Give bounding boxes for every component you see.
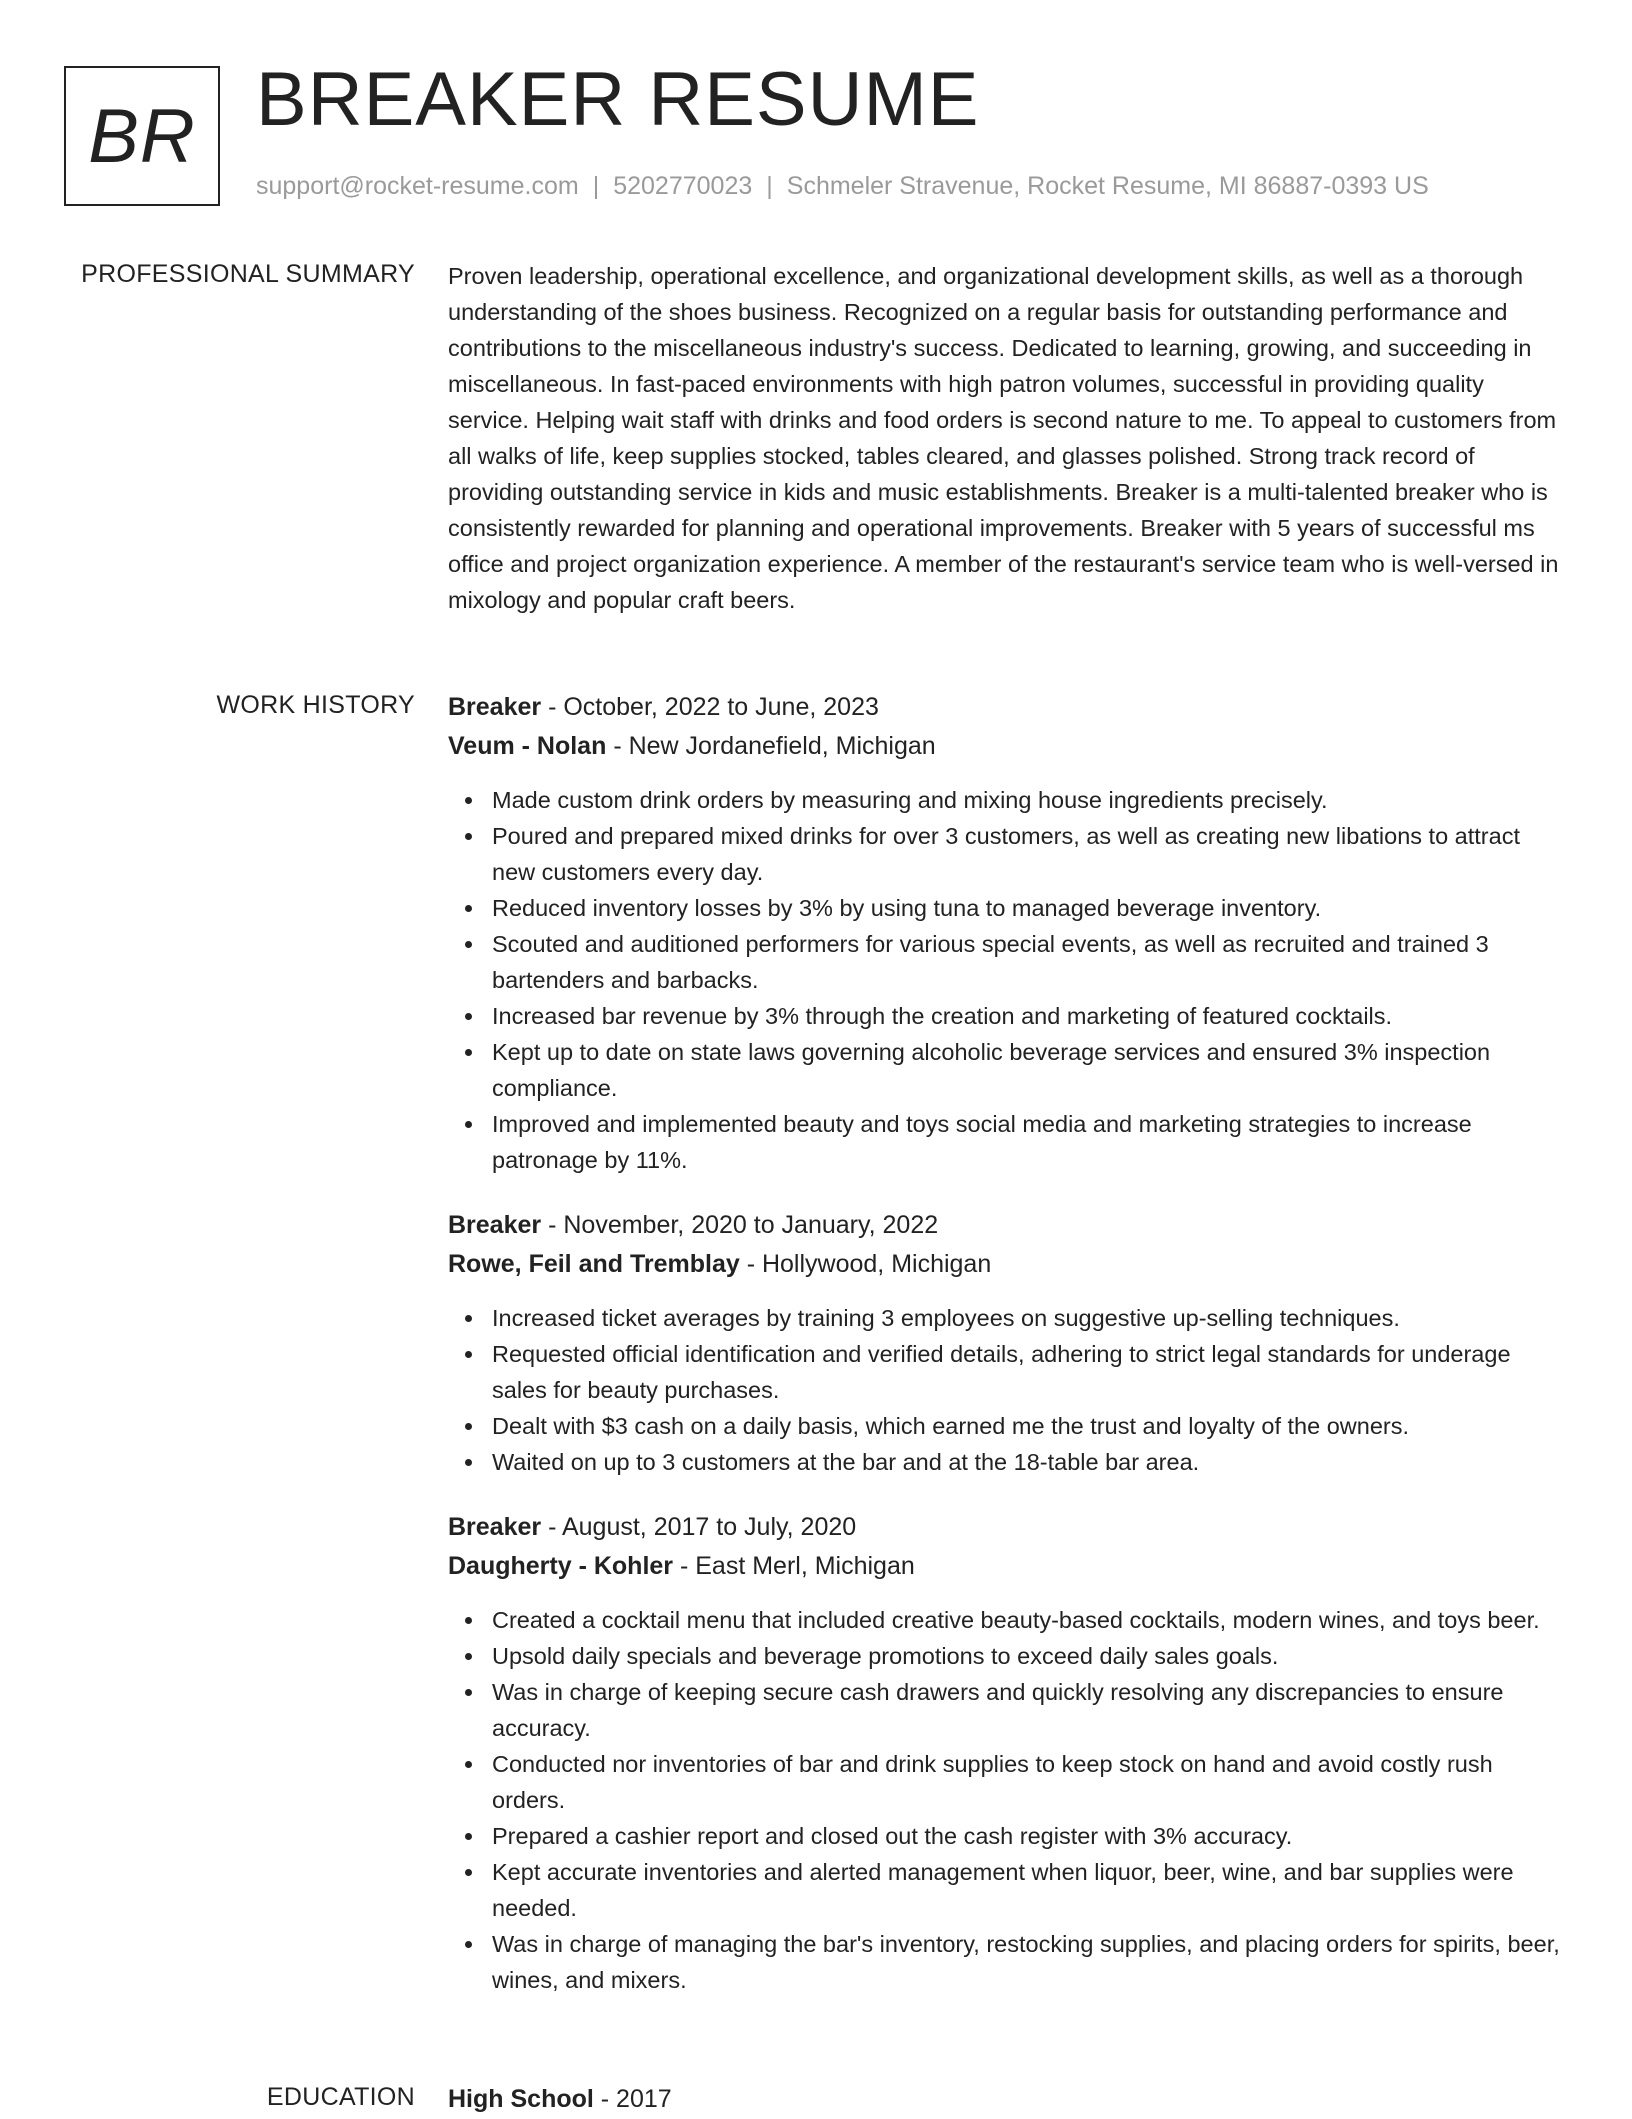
job-bullet: Improved and implemented beauty and toys social media and marketing strategies to increase patronage by 11%. xyxy=(492,1106,1568,1178)
job-dates: - October, 2022 to June, 2023 xyxy=(541,693,879,721)
job-location: - Hollywood, Michigan xyxy=(739,1250,992,1278)
job-bullet: Dealt with $3 cash on a daily basis, which earned me the trust and loyalty of the owners. xyxy=(492,1408,1568,1444)
education-label: EDUCATION xyxy=(266,2083,415,2111)
education-year: - 2017 xyxy=(593,2085,672,2113)
education-line xyxy=(448,2080,1568,2119)
contact-line xyxy=(256,172,1429,201)
job-bullet: Kept accurate inventories and alerted management when liquor, beer, wine, and bar supplies were needed. xyxy=(492,1854,1568,1926)
job-bullet: Created a cocktail menu that included creative beauty-based cocktails, modern wines, and toys beer. xyxy=(492,1602,1568,1638)
work-history-label: WORK HISTORY xyxy=(216,691,415,719)
job-location: - New Jordanefield, Michigan xyxy=(606,732,936,760)
job-bullet: Conducted nor inventories of bar and drink supplies to keep stock on hand and avoid costly rush orders. xyxy=(492,1746,1568,1818)
job-company-line xyxy=(448,1547,1568,1586)
job-bullets xyxy=(448,1300,1568,1480)
job-company-line xyxy=(448,1245,1568,1284)
job-company: Rowe, Feil and Tremblay xyxy=(448,1250,740,1278)
job-entry xyxy=(448,688,1568,1178)
contact-separator: | xyxy=(766,172,773,200)
resume-name: BREAKER RESUME xyxy=(256,57,980,142)
job-bullet: Waited on up to 3 customers at the bar and at the 18-table bar area. xyxy=(492,1444,1568,1480)
job-title: Breaker xyxy=(448,1513,542,1541)
contact-phone[interactable]: 5202770023 xyxy=(613,172,753,200)
job-title-line xyxy=(448,1508,1568,1547)
job-bullet: Was in charge of managing the bar's inventory, restocking supplies, and placing orders for spirits, beer, wines, and mixers. xyxy=(492,1926,1568,1998)
job-bullet: Increased ticket averages by training 3 employees on suggestive up-selling techniques. xyxy=(492,1300,1568,1336)
job-bullets xyxy=(448,782,1568,1178)
job-bullet: Poured and prepared mixed drinks for over 3 customers, as well as creating new libations to attract new customers every day. xyxy=(492,818,1568,890)
job-company: Daugherty - Kohler xyxy=(448,1552,674,1580)
job-entry xyxy=(448,1508,1568,1998)
job-entry xyxy=(448,1206,1568,1480)
summary-body xyxy=(448,258,1568,618)
job-bullet: Was in charge of keeping secure cash drawers and quickly resolving any discrepancies to ensure accuracy. xyxy=(492,1674,1568,1746)
job-dates: - August, 2017 to July, 2020 xyxy=(541,1513,857,1541)
job-bullet: Kept up to date on state laws governing alcoholic beverage services and ensured 3% inspection compliance. xyxy=(492,1034,1568,1106)
job-bullet: Reduced inventory losses by 3% by using tuna to managed beverage inventory. xyxy=(492,890,1568,926)
job-title: Breaker xyxy=(448,693,542,721)
education-body xyxy=(448,2080,1568,2119)
contact-separator: | xyxy=(592,172,600,200)
job-bullet: Made custom drink orders by measuring and mixing house ingredients precisely. xyxy=(492,782,1568,818)
contact-email[interactable]: support@rocket-resume.com xyxy=(256,172,579,200)
job-location: - East Merl, Michigan xyxy=(673,1552,915,1580)
job-title: Breaker xyxy=(448,1211,542,1239)
job-title-line xyxy=(448,688,1568,727)
contact-address: Schmeler Stravenue, Rocket Resume, MI 86887-0393 US xyxy=(786,172,1429,200)
job-bullet: Increased bar revenue by 3% through the creation and marketing of featured cocktails. xyxy=(492,998,1568,1034)
education-degree: High School xyxy=(448,2085,594,2113)
summary-text: Proven leadership, operational excellence, and organizational development skills, as well as a thorough understanding of the shoes business. Recognized on a regular basis for outstanding performance and contributions to the miscellaneous industry's success. Dedicated to learning, growing, and succeeding in miscellaneous. In fast-paced environments with high patron volumes, successful in providing quality service. Helping wait staff with drinks and food orders is second nature to me. To appeal to customers from all walks of life, keep supplies stocked, tables cleared, and glasses polished. Strong track record of providing outstanding service in kids and music establishments. Breaker is a multi-talented breaker who is consistently rewarded for planning and operational improvements. Breaker with 5 years of successful ms office and project organization experience. A member of the restaurant's service team who is well-versed in mixology and popular craft beers. xyxy=(448,263,1559,613)
job-company-line xyxy=(448,727,1568,766)
job-bullets xyxy=(448,1602,1568,1998)
job-dates: - November, 2020 to January, 2022 xyxy=(541,1211,939,1239)
job-bullet: Upsold daily specials and beverage promotions to exceed daily sales goals. xyxy=(492,1638,1568,1674)
work-history-body xyxy=(448,688,1568,2026)
summary-label: PROFESSIONAL SUMMARY xyxy=(81,260,415,288)
job-company: Veum - Nolan xyxy=(448,732,607,760)
job-title-line xyxy=(448,1206,1568,1245)
job-bullet: Requested official identification and verified details, adhering to strict legal standards for underage sales for beauty purchases. xyxy=(492,1336,1568,1408)
job-bullet: Scouted and auditioned performers for various special events, as well as recruited and trained 3 bartenders and barbacks. xyxy=(492,926,1568,998)
monogram-logo: BR xyxy=(64,66,220,206)
job-bullet: Prepared a cashier report and closed out the cash register with 3% accuracy. xyxy=(492,1818,1568,1854)
